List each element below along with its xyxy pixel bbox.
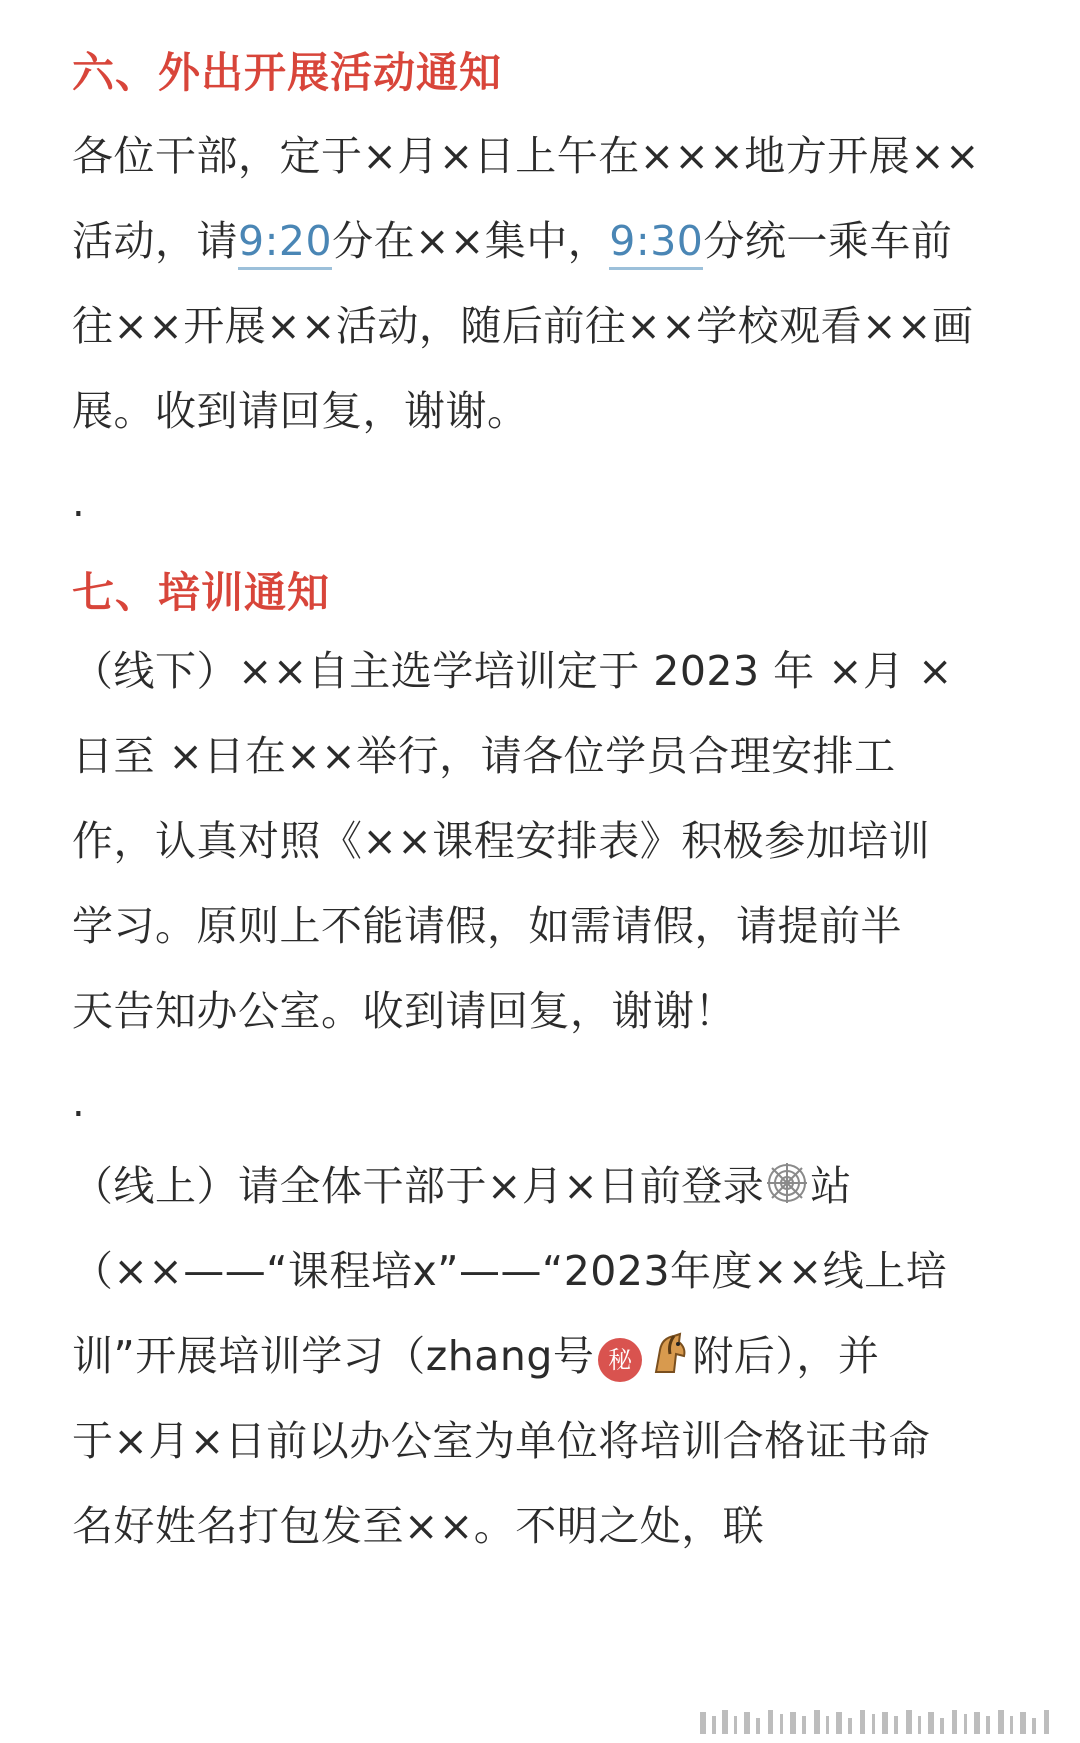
online-line-3	[72, 1330, 879, 1382]
online-line-3-start: 训”开展培训学习（zhang号	[72, 1332, 595, 1380]
separator-dot-2: .	[72, 1080, 85, 1126]
online-line-4: 于×月×日前以办公室为单位将培训合格证书命	[72, 1417, 931, 1465]
section-7-line-2: 日至 ×日在××举行，请各位学员合理安排工	[72, 732, 896, 780]
watermark-bar	[700, 1708, 1060, 1738]
section-6-line-3: 往××开展××活动，随后前往××学校观看××画	[72, 302, 974, 350]
section-6-line-2-start: 活动，请	[72, 217, 238, 265]
section-7-line-3: 作，认真对照《××课程安排表》积极参加培训	[72, 817, 931, 865]
online-line-1-text: （线上）请全体干部于×月×日前登录	[72, 1162, 765, 1210]
time-highlight-1: 9:20	[238, 217, 332, 270]
separator-dot-1: .	[72, 480, 85, 526]
secret-seal-icon: 秘	[598, 1338, 642, 1382]
section-6-line-2-middle: 分在××集中，	[332, 217, 610, 265]
spider-web-icon	[764, 1160, 810, 1206]
section-6-line-2-end: 分统一乘车前	[703, 217, 953, 265]
section-6-line-4: 展。收到请回复，谢谢。	[72, 387, 529, 435]
online-line-1-end: 站	[810, 1162, 852, 1210]
time-highlight-2: 9:30	[609, 217, 703, 270]
online-line-2: （××——“课程培x”——“2023年度××线上培	[72, 1247, 948, 1295]
online-line-3-end: 附后），并	[692, 1332, 880, 1380]
section-6-line-2	[72, 215, 952, 267]
section-6-line-1: 各位干部，定于×月×日上午在×××地方开展××	[72, 132, 980, 180]
section-7-line-4: 学习。原则上不能请假，如需请假，请提前半	[72, 902, 902, 950]
online-line-5: 名好姓名打包发至××。不明之处，联	[72, 1502, 765, 1550]
section-7-line-1: （线下）××自主选学培训定于 2023 年 ×月 ×	[72, 647, 953, 695]
online-line-1	[72, 1160, 852, 1212]
horse-icon	[646, 1330, 692, 1376]
section-6-heading: 六、外出开展活动通知	[72, 48, 503, 97]
section-7-line-5: 天告知办公室。收到请回复，谢谢！	[72, 987, 736, 1035]
section-7-heading: 七、培训通知	[72, 568, 331, 617]
